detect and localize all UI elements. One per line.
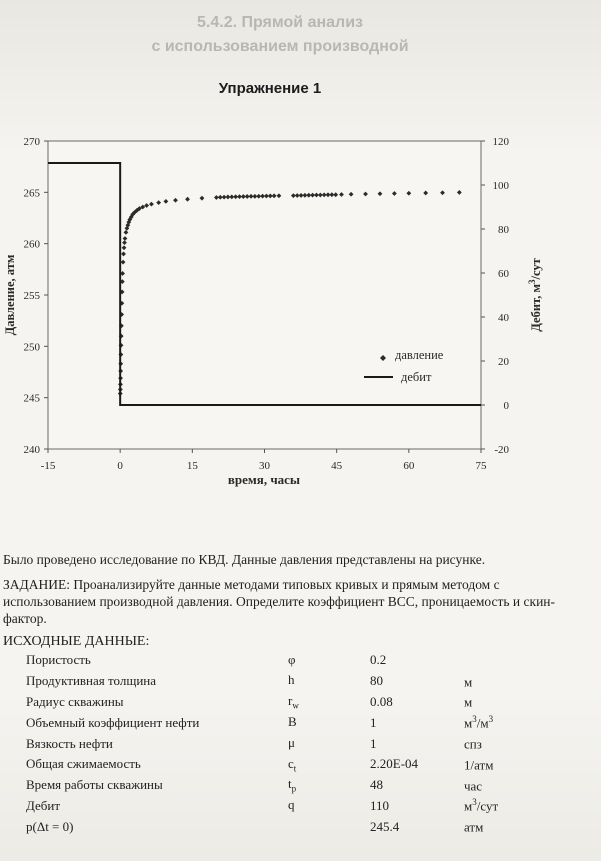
y-axis-right-label: [527, 258, 543, 331]
parameter-symbol-main: h: [288, 672, 295, 688]
parameter-symbol: [288, 775, 370, 796]
section-subtitle: с использованием производной: [151, 38, 409, 55]
parameter-value: 48: [370, 777, 383, 793]
parameter-unit-main: м: [464, 715, 473, 731]
parameter-symbol-main: c: [288, 755, 294, 771]
parameter-unit: [464, 671, 584, 692]
parameter-unit-mid: /сут: [476, 798, 499, 814]
x-tick-label: 60: [403, 460, 415, 472]
parameter-row: [26, 692, 584, 713]
y-axis-right-label-sup: 3: [527, 279, 537, 285]
y-left-tick-label: 255: [23, 290, 40, 302]
y-left-tick-label: 245: [23, 392, 40, 405]
parameter-row: [26, 671, 584, 692]
legend-pressure-label: давление: [395, 348, 444, 362]
legend-rate-label: дебит: [401, 370, 432, 384]
parameter-name: Радиус скважины: [26, 693, 124, 709]
y-right-tick-label: 80: [498, 224, 509, 236]
parameter-row: [26, 796, 584, 817]
y-right-tick-label: 60: [498, 268, 509, 280]
parameter-unit-main: м: [464, 673, 473, 689]
y-left-tick-label: 260: [23, 238, 40, 251]
parameter-unit-mid: /м: [476, 715, 489, 731]
x-tick-label: 30: [259, 460, 270, 472]
parameter-unit-main: спз: [464, 736, 482, 752]
parameter-symbol-main: q: [288, 797, 295, 813]
parameter-value: 1: [370, 714, 377, 730]
x-tick-label: 0: [117, 460, 123, 472]
source-data-heading: ИСХОДНЫЕ ДАННЫЕ:: [3, 634, 150, 649]
y-axis-right-label-prefix: Дебит, м: [529, 284, 543, 332]
y-right-tick-label: 0: [503, 400, 509, 412]
parameter-name: Пористость: [26, 652, 91, 668]
parameter-symbol: [288, 650, 370, 671]
parameter-name: Время работы скважины: [26, 777, 163, 793]
parameter-row: [26, 712, 584, 733]
x-tick-label: 15: [186, 460, 198, 472]
plot-area: [48, 141, 481, 449]
parameter-symbol-sub: p: [291, 783, 297, 794]
x-tick-label: 75: [475, 460, 487, 472]
x-tick-label: -15: [40, 460, 56, 472]
exercise-title: Упражнение 1: [218, 80, 322, 97]
y-left-tick-label: 265: [23, 187, 40, 200]
section-title: 5.4.2. Прямой анализ: [197, 14, 363, 31]
parameter-unit: [464, 775, 584, 796]
buildup-chart: [0, 126, 601, 498]
parameter-unit: [464, 733, 584, 754]
y-axis-right-label-suffix: /сут: [529, 258, 543, 280]
parameter-unit: [464, 712, 584, 733]
parameter-value: 1: [370, 735, 377, 751]
parameter-name: p(Δt = 0): [26, 818, 74, 834]
study-description: Было проведено исследование по КВД. Данные давления представлены на рисунке.: [3, 552, 486, 567]
y-right-tick-label: 20: [498, 356, 509, 368]
parameter-unit: [464, 816, 584, 837]
task-description: ЗАДАНИЕ: Проанализируйте данные методами типовых кривых и прямым методом с использованием производной давления. Определите коэффициент ВСС, проницаемость и скин-фактор.: [3, 577, 556, 626]
y-axis-left-label: Давление, атм: [3, 254, 17, 336]
parameter-name: Вязкость нефти: [26, 735, 113, 751]
x-axis-label: время, часы: [227, 472, 301, 487]
parameter-unit-main: м: [464, 694, 473, 710]
parameter-row: [26, 650, 584, 671]
parameter-symbol: [288, 733, 370, 754]
parameter-value: 0.2: [370, 652, 387, 668]
parameter-symbol: [288, 796, 370, 817]
parameter-unit: [464, 796, 584, 817]
y-right-tick-label: 100: [492, 180, 509, 192]
parameter-name: Дебит: [26, 797, 61, 813]
y-right-tick-label: 120: [492, 136, 509, 148]
parameter-unit: [464, 692, 584, 713]
parameter-name: Продуктивная толщина: [26, 673, 157, 689]
parameter-symbol: [288, 816, 370, 837]
y-left-tick-label: 250: [23, 341, 40, 354]
y-right-tick-label: -20: [494, 444, 509, 456]
parameter-value: 0.08: [370, 693, 393, 709]
parameter-symbol-main: r: [288, 693, 293, 709]
parameter-unit-main: м: [464, 798, 473, 814]
parameter-row: [26, 816, 584, 837]
parameter-symbol: [288, 754, 370, 775]
parameter-symbol-main: μ: [288, 734, 295, 750]
parameter-symbol-main: t: [288, 776, 292, 792]
parameter-symbol-sub: t: [293, 763, 297, 774]
parameter-unit-main: час: [464, 777, 483, 793]
parameter-unit-sup: 3: [472, 714, 477, 725]
parameter-value: 245.4: [370, 818, 400, 834]
parameter-symbol: [288, 692, 370, 713]
parameter-unit-sup: 3: [488, 714, 494, 725]
parameter-row: [26, 754, 584, 775]
parameter-unit: [464, 754, 584, 775]
parameter-name: Общая сжимаемость: [26, 756, 141, 772]
parameter-row: [26, 733, 584, 754]
parameter-unit-main: 1/атм: [464, 757, 494, 773]
parameter-value: 2.20E-04: [370, 756, 419, 772]
parameter-unit-sup: 3: [472, 797, 477, 808]
parameter-symbol-sub: w: [292, 700, 299, 711]
x-tick-label: 45: [331, 460, 343, 472]
parameter-value: 110: [370, 797, 390, 813]
parameter-symbol-main: φ: [288, 651, 296, 667]
parameter-unit: [464, 650, 584, 671]
y-right-tick-label: 40: [498, 312, 509, 324]
parameter-symbol-main: B: [288, 713, 297, 729]
parameter-symbol: [288, 671, 370, 692]
parameter-name: Объемный коэффициент нефти: [26, 714, 200, 730]
parameter-value: 80: [370, 673, 383, 689]
parameters-table: [26, 650, 584, 837]
parameter-row: [26, 775, 584, 796]
parameter-unit-main: атм: [464, 819, 484, 835]
y-left-tick-label: 240: [23, 444, 40, 456]
y-left-tick-label: 270: [23, 136, 40, 148]
parameter-symbol: [288, 712, 370, 733]
